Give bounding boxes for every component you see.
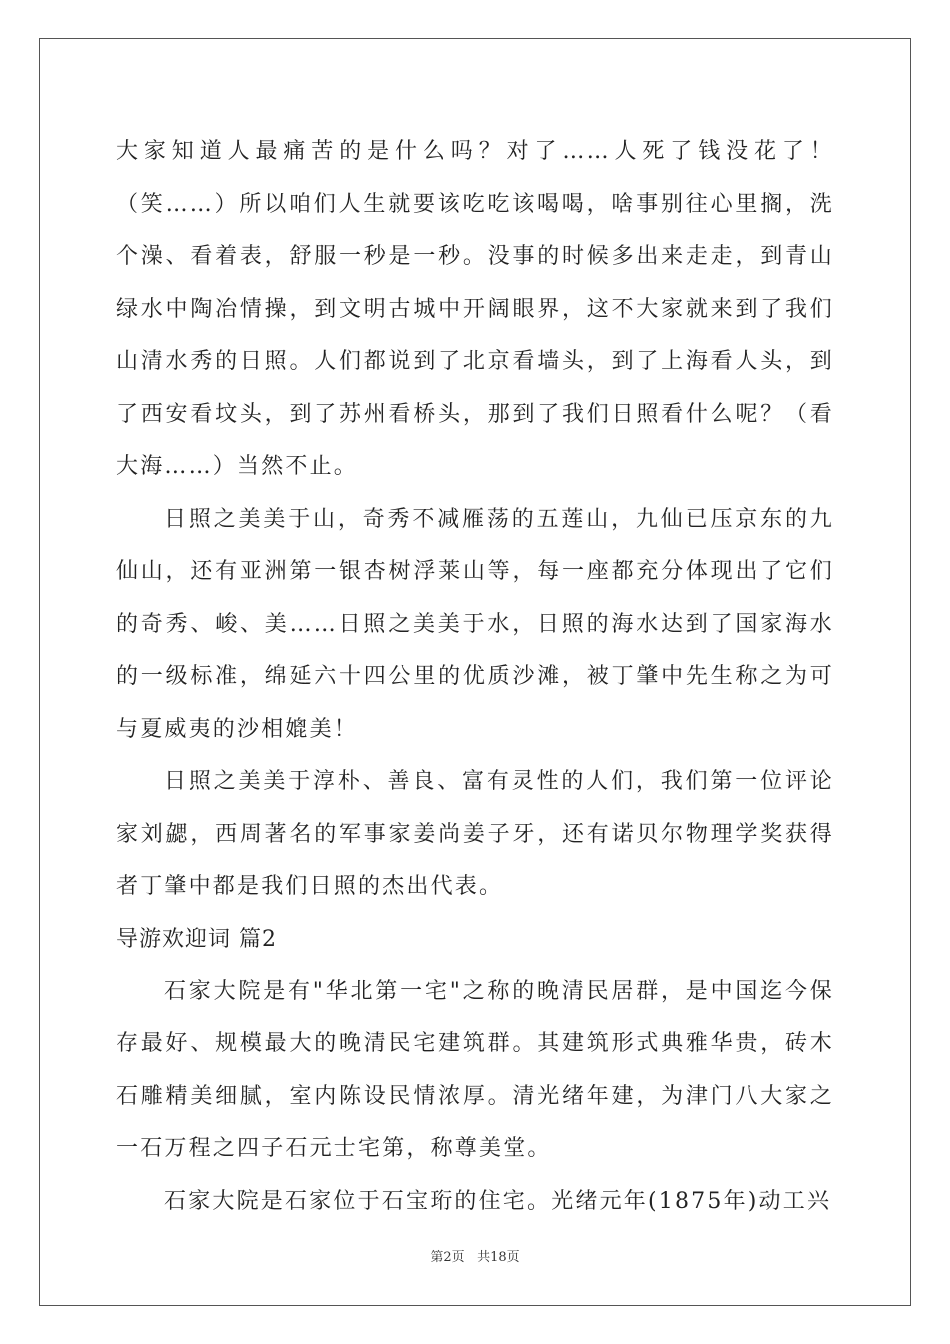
page-number: 第2页 xyxy=(430,1250,465,1265)
section-heading: 导游欢迎词 篇2 xyxy=(116,926,277,952)
paragraph-intro: 大家知道人最痛苦的是什么吗？对了……人死了钱没花了！（笑……）所以咱们人生就要该吃吃该喝喝，啥事别往心里搁，洗个澡、看着表，舒服一秒是一秒。没事的时候多出来走走，到青山绿水中陶冶情操，到文明古城中开阔眼界，这不大家就来到了我们山清水秀的日照。人们都说到了北京看墙头，到了上海看人头，到了西安看坟头，到了苏州看桥头，那到了我们日照看什么呢？（看大海……）当然不止。 xyxy=(116,139,834,479)
paragraph-shijia-history: 石家大院是石家位于石宝珩的住宅。光绪元年(1875年)动工兴 xyxy=(164,1188,832,1214)
document-body xyxy=(116,126,834,1228)
paragraph-people: 日照之美美于淳朴、善良、富有灵性的人们，我们第一位评论家刘勰，西周著名的军事家姜尚姜子牙，还有诺贝尔物理学奖获得者丁肇中都是我们日照的杰出代表。 xyxy=(116,769,834,899)
page-total: 共18页 xyxy=(477,1250,520,1265)
paragraph-shijia-courtyard: 石家大院是有"华北第一宅"之称的晚清民居群，是中国迄今保存最好、规模最大的晚清民宅建筑群。其建筑形式典雅华贵，砖木石雕精美细腻，室内陈设民情浓厚。清光绪年建，为津门八大家之一石万程之四子石元士宅第，称尊美堂。 xyxy=(116,978,834,1161)
page-footer xyxy=(0,1246,950,1265)
paragraph-mountains-sea: 日照之美美于山，奇秀不减雁荡的五莲山，九仙已压京东的九仙山，还有亚洲第一银杏树浮莱山等，每一座都充分体现出了它们的奇秀、峻、美……日照之美美于水，日照的海水达到了国家海水的一级标准，绵延六十四公里的优质沙滩，被丁肇中先生称之为可与夏威夷的沙相媲美！ xyxy=(116,506,834,742)
